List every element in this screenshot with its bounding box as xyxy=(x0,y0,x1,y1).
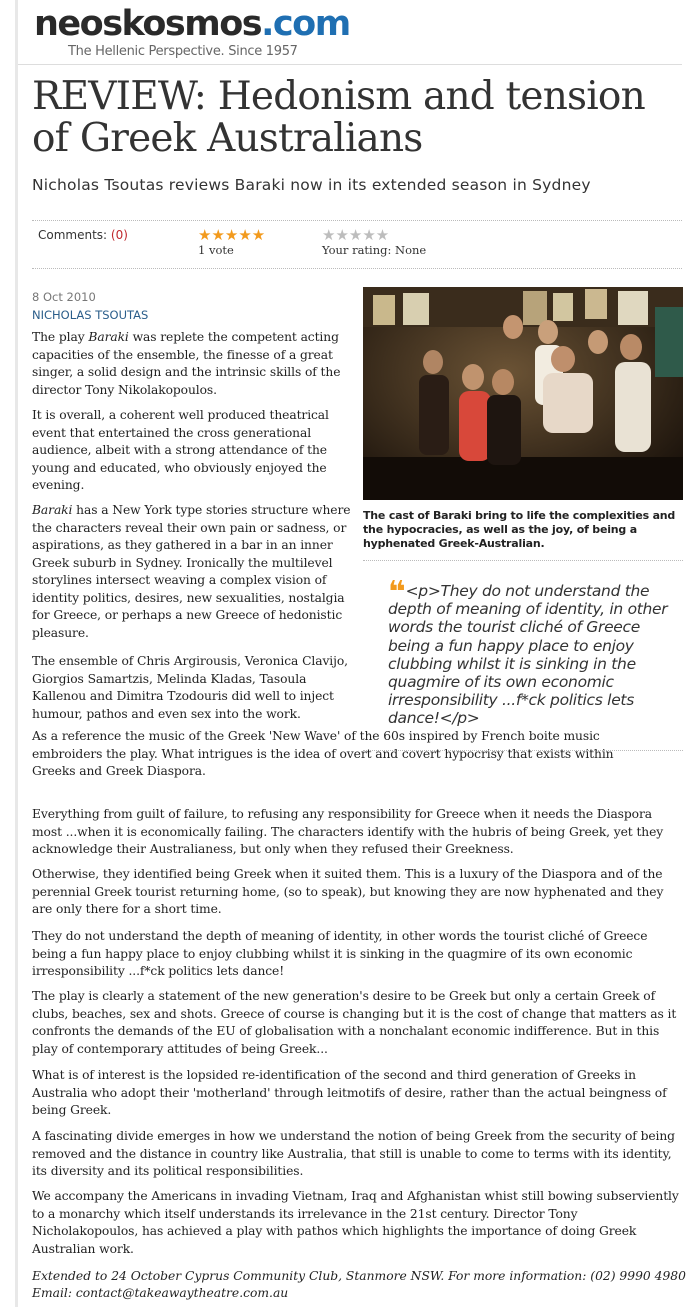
logo-domain: .com xyxy=(261,4,350,44)
quote-mark-icon: ❝ xyxy=(388,575,402,610)
body-paragraph: The ensemble of Chris Argirousis, Veronica Clavijo, Giorgios Samartzis, Melinda Kladas, Tasoula Kallenou and Dimitra Tzodouris did well to inject humour, pathos and even sex into the work. xyxy=(32,654,348,721)
logo-tagline: The Hellenic Perspective. Since 1957 xyxy=(68,44,298,59)
paragraph-text: The play xyxy=(32,330,89,344)
logo-wordmark xyxy=(34,4,350,44)
body-paragraph: They do not understand the depth of meaning of identity, in other words the tourist cliché of Greece being a fun happy place to enjoy clubbing whilst it is sinking in the quagmire of its own economic irresponsibility ...f*ck politics lets dance! xyxy=(32,929,648,978)
pullquote-divider-top xyxy=(363,560,683,561)
site-logo[interactable] xyxy=(32,4,350,62)
body-paragraph: The play is clearly a statement of the new generation's desire to be Greek but only a certain Greek of clubs, beaches, sex and shots. Greece of course is changing but it is the cost of change that matters as it confronts the demands of the EU of globalisation with a nonchalant economic indifference. But in this play of contemporary attitudes of being Greek... xyxy=(32,989,677,1056)
average-rating-stars: ★★★★★ xyxy=(198,226,266,244)
article-author[interactable]: NICHOLAS TSOUTAS xyxy=(32,308,149,322)
body-paragraph: A fascinating divide emerges in how we understand the notion of being Greek from the security of being removed and the distance in country like Australia, that still is unable to come to terms with its identity, its diversity and its political responsibilities. xyxy=(32,1129,675,1178)
body-paragraph: Otherwise, they identified being Greek when it suited them. This is a luxury of the Diaspora and of the perennial Greek tourist returning home, (so to speak), but knowing they are now hyphenated and they are only there for a short time. xyxy=(32,867,664,916)
play-title: Baraki xyxy=(88,330,129,344)
comments-label: Comments: xyxy=(38,228,108,242)
cast-photo xyxy=(363,287,683,500)
play-title: Baraki xyxy=(32,503,73,517)
meta-divider-bottom xyxy=(32,268,682,269)
pull-quote xyxy=(388,575,678,728)
body-paragraph xyxy=(32,502,352,642)
article-headline: REVIEW: Hedonism and tension of Greek Australians xyxy=(32,74,645,161)
body-paragraph: Everything from guilt of failure, to refusing any responsibility for Greece when it needs the Diaspora most ...when it is economically failing. The characters identify with the hubris of being Greek, yet they acknowledge their Australianess, but only when they refused their Greekness. xyxy=(32,807,664,856)
cast-photo-image xyxy=(363,287,683,500)
pull-quote-text: <p>They do not understand the depth of meaning of identity, in other words the tourist cliché of Greece being a fun happy place to enjoy clubbing whilst it is sinking in the quagmire of its own economic irresponsibility ...f*ck politics lets dance!</p> xyxy=(388,582,668,728)
your-rating-stars[interactable]: ★★★★★ xyxy=(322,226,390,244)
comments-link[interactable] xyxy=(38,228,128,242)
logo-text: neoskosmos xyxy=(34,4,262,44)
photo-caption: The cast of Baraki bring to life the complexities and the hypocracies, as well as the joy, of being a hyphenated Greek-Australian. xyxy=(363,509,676,550)
body-paragraph: It is overall, a coherent well produced theatrical event that entertained the cross generational audience, albeit with a strong attendance of the young and educated, who obviously enjoyed the evening. xyxy=(32,408,329,492)
contact-email[interactable]: Email: contact@takeawaytheatre.com.au xyxy=(32,1286,289,1300)
body-paragraph: As a reference the music of the Greek 'New Wave' of the 60s inspired by French boite music embroiders the play. What intrigues is the idea of overt and covert hypocrisy that exists within Greeks and Greek Diaspora. xyxy=(32,729,614,778)
article-date: 8 Oct 2010 xyxy=(32,290,96,304)
performance-info xyxy=(32,1268,692,1302)
masthead-divider xyxy=(18,64,682,65)
your-rating-label: Your rating: None xyxy=(322,243,427,257)
paragraph-text: was replete the competent acting capacities of the ensemble, the finesse of a great singer, a solid design and the intrinsic skills of the director Tony Nikolakopoulos. xyxy=(32,330,341,397)
vote-count: 1 vote xyxy=(198,243,234,257)
body-paragraph: We accompany the Americans in invading Vietnam, Iraq and Afghanistan whist still bowing subserviently to a monarchy which itself understands its irrelevance in the 21st century. Director Tony Nicholakopoulos, has achieved a play with pathos which highlights the importance of doing Greek Australian work. xyxy=(32,1189,679,1256)
performance-details: Extended to 24 October Cyprus Community Club, Stanmore NSW. For more information: (02) 9990 4980 xyxy=(32,1269,686,1283)
article-subhead: Nicholas Tsoutas reviews Baraki now in its extended season in Sydney xyxy=(32,176,591,194)
meta-divider-top xyxy=(32,220,682,221)
comments-count[interactable]: (0) xyxy=(110,228,128,242)
body-paragraph: What is of interest is the lopsided re-identification of the second and third generation of Greeks in Australia who adopt their 'motherland' through leitmotifs of desire, rather than the actual beingness of being Greek. xyxy=(32,1068,667,1117)
page-left-rule xyxy=(15,0,18,1307)
body-paragraph xyxy=(32,329,352,399)
paragraph-text: has a New York type stories structure where the characters reveal their own pain or sadness, or aspirations, as they gathered in a bar in an inner Greek suburb in Sydney. Ironically the multilevel storylines intersect weaving a complex vision of identity politics, desires, new sexualities, nostalgia for Greece, or perhaps a new Greece of hedonistic pleasure. xyxy=(32,503,351,640)
